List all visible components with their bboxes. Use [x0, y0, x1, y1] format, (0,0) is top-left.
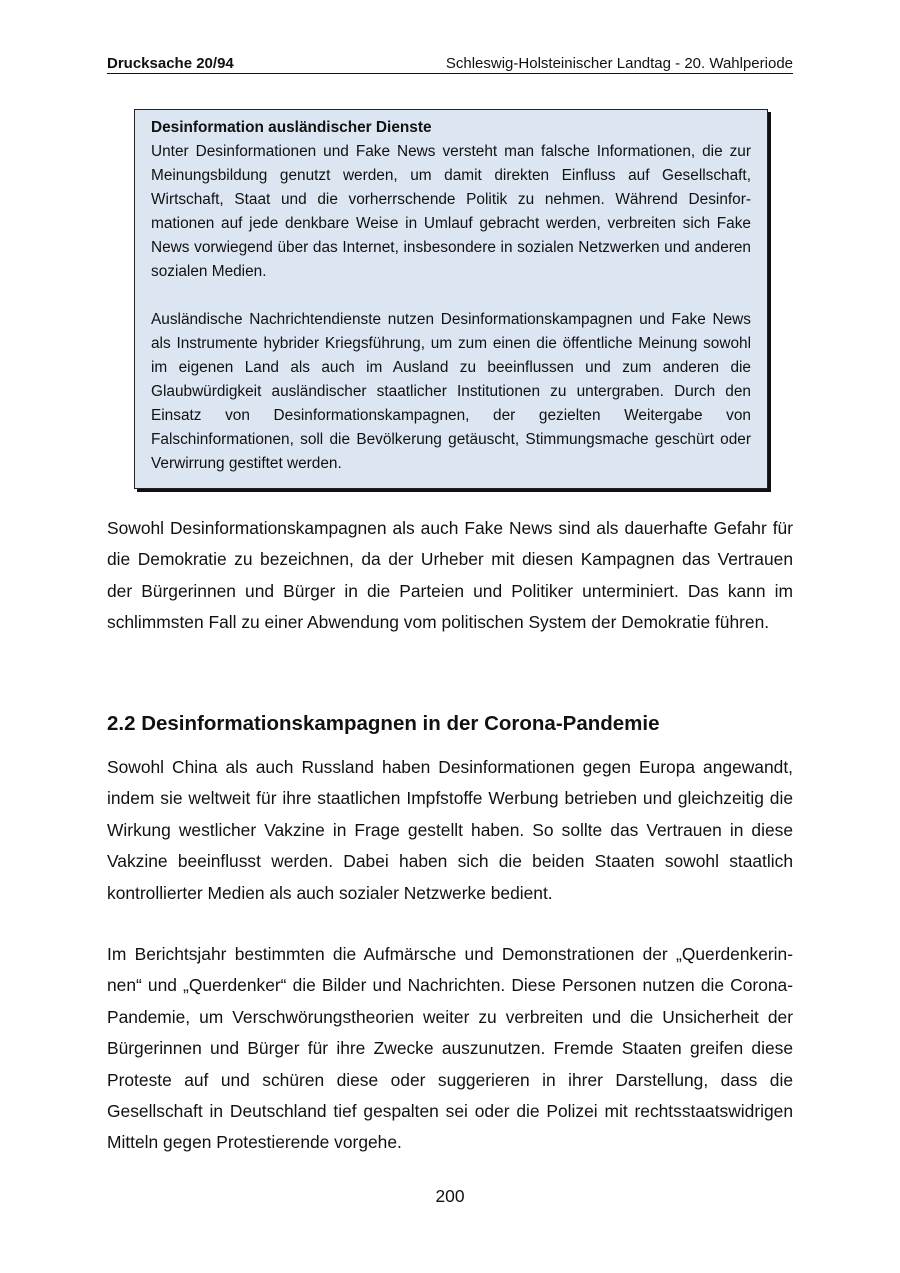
info-box-title: Desinformation ausländischer Dienste	[151, 119, 432, 136]
page-number: 200	[435, 1186, 465, 1206]
section-heading: 2.2 Desinformationskampagnen in der Corona-Pandemie	[107, 712, 660, 735]
body-paragraph: Im Berichtsjahr bestimmten die Aufmärsche und Demonstrationen der „Querdenkerinnen“ und „Querdenker“ die Bilder und Nachrichten. Diese Personen nutzen die Corona-Pandemie, um Verschwörungstheorien weiter zu verbreiten und die Unsicherheit der Bürgerinnen und Bürger für ihre Zwecke auszunutzen. Fremde Staaten greifen diese Proteste auf und schüren diese oder suggerieren in ihrer Darstellung, dass die Gesellschaft in Deutschland tief gespalten sei oder die Polizei mit rechtsstaatswidrigen Mitteln gegen Protestierende vorgehe.	[107, 944, 793, 1153]
document-number: Drucksache 20/94	[107, 55, 234, 72]
info-box-paragraph: Unter Desinformationen und Fake News versteht man falsche Informationen, die zur Meinungsbildung genutzt werden, um damit direkten Einfluss auf Gesellschaft, Wirtschaft, Staat und die vorherrschende Politik zu nehmen. Während Desinformationen auf jede denkbare Weise in Umlauf gebracht werden, verbreiten sich Fake News vorwiegend über das Internet, insbesondere in sozialen Netzwerken und anderen sozialen Medien.	[151, 143, 751, 280]
body-paragraph: Sowohl Desinformationskampagnen als auch Fake News sind als dauerhafte Gefahr für die Demokratie zu bezeichnen, da der Urheber mit diesen Kampagnen das Vertrauen der Bürgerinnen und Bürger in die Parteien und Politiker unterminiert. Das kann im schlimmsten Fall zu einer Abwendung vom politischen System der Demokratie führen.	[107, 518, 793, 633]
publisher-line: Schleswig-Holsteinischer Landtag - 20. Wahlperiode	[445, 55, 793, 72]
page-header	[107, 54, 793, 74]
info-box-paragraph: Ausländische Nachrichtendienste nutzen Desinformationskampagnen und Fake News als Instrumente hybrider Kriegsführung, um zum einen die öffentliche Meinung sowohl im eigenen Land als auch im Ausland zu beeinflussen und zum anderen die Glaubwürdigkeit ausländischer staatlicher Institutionen zu untergraben. Durch den Einsatz von Desinformationskampagnen, der gezielten Weitergabe von Falschinformationen, soll die Bevölkerung getäuscht, Stimmungsmache geschürt oder Verwirrung gestiftet werden.	[151, 311, 751, 472]
info-box	[134, 109, 768, 489]
body-paragraph: Sowohl China als auch Russland haben Desinformationen gegen Europa angewandt, indem sie weltweit für ihre staatlichen Impfstoffe Werbung betrieben und gleichzeitig die Wirkung westlicher Vakzine in Frage gestellt haben. So sollte das Vertrauen in diese Vakzine beeinflusst werden. Dabei haben sich die beiden Staaten sowohl staatlich kontrollierter Medien als auch sozialer Netzwerke bedient.	[107, 757, 793, 903]
